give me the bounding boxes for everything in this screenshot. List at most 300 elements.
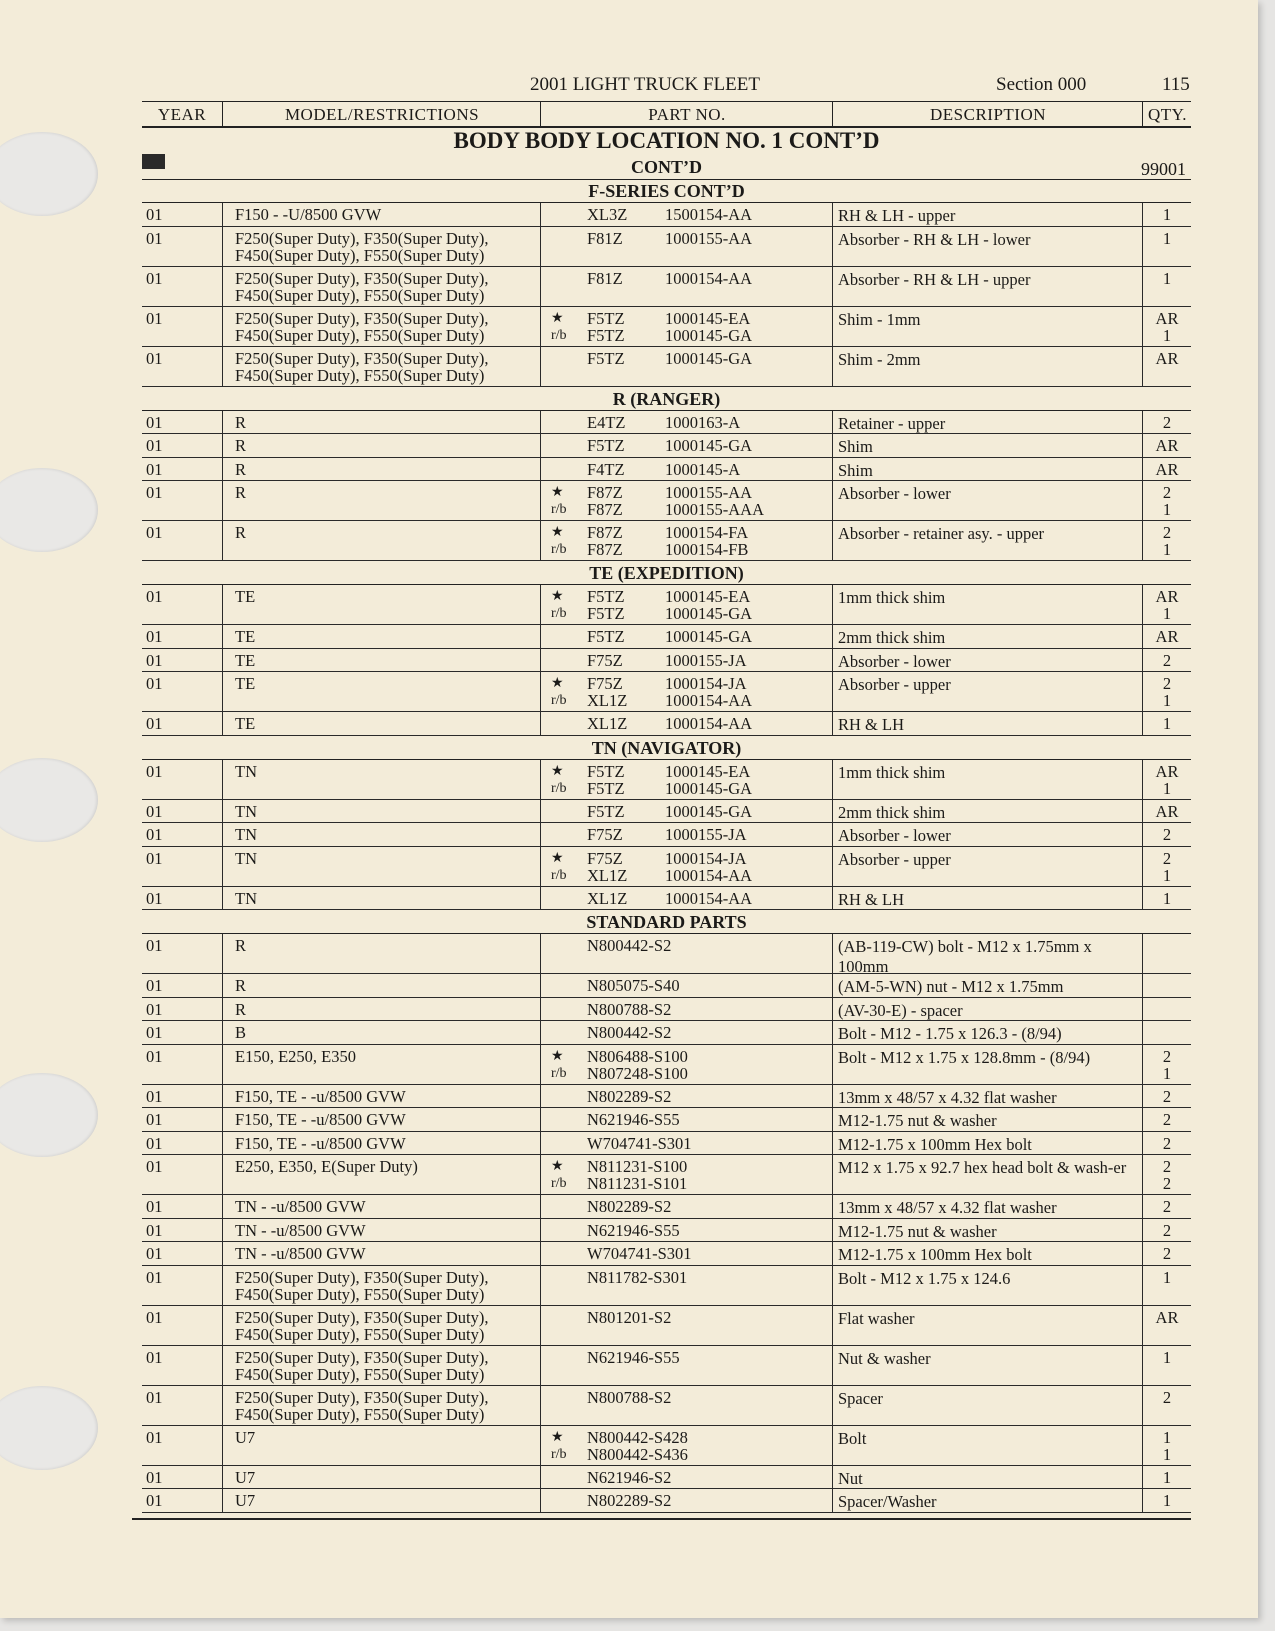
description-cell: [832, 481, 1142, 520]
model-cell: [222, 823, 540, 846]
model-cell: [222, 434, 540, 457]
qty-value: 1: [1162, 865, 1172, 885]
model-cell: [222, 1242, 540, 1265]
part-line: [541, 350, 833, 367]
model-line: F150, TE - -u/8500 GVW: [235, 1110, 406, 1129]
model-cell: [222, 847, 540, 886]
table-row: [142, 1346, 1191, 1386]
model-line: F450(Super Duty), F550(Super Duty): [235, 1404, 485, 1424]
year-cell: [142, 1085, 222, 1108]
year-value: 01: [146, 674, 163, 693]
part-number: N806488-S100: [587, 1046, 688, 1066]
description-text: Absorber - lower: [838, 651, 951, 671]
description-cell: [832, 521, 1142, 560]
part-line: [541, 826, 833, 843]
part-number: 1000145-A: [665, 459, 741, 479]
column-header-description: DESCRIPTION: [832, 102, 1143, 126]
table-row: [142, 521, 1191, 561]
description-cell: [832, 1085, 1142, 1108]
table-row: [142, 203, 1191, 227]
description-cell: [832, 1426, 1142, 1465]
model-cell: [222, 1426, 540, 1465]
year-value: 01: [146, 1046, 163, 1066]
part-number: N800442-S436: [587, 1444, 688, 1464]
part-number: N800442-S2: [587, 936, 672, 955]
year-cell: [142, 434, 222, 457]
star-icon: ★: [551, 485, 564, 500]
description-text: (AV-30-E) - spacer: [838, 1000, 963, 1020]
part-number: N805075-S40: [587, 976, 680, 995]
description-cell: [832, 1045, 1142, 1084]
model-cell: [222, 934, 540, 973]
description-cell: [832, 934, 1142, 976]
table-row: [142, 481, 1191, 521]
part-prefix: F5TZ: [587, 308, 625, 328]
part-number: 1000154-AA: [665, 888, 753, 908]
description-text: Absorber - RH & LH - upper: [838, 269, 1031, 289]
qty-cell: [1142, 998, 1191, 1021]
model-cell: [222, 347, 540, 386]
qty-value: 2: [1162, 848, 1172, 868]
qty-value: AR: [1155, 761, 1179, 781]
part-number: W704741-S301: [587, 1133, 692, 1153]
part-line: [541, 1469, 833, 1486]
qty-cell: [1142, 1426, 1191, 1465]
table-row: [142, 411, 1191, 435]
description-cell: [832, 1489, 1142, 1512]
year-value: 01: [146, 1133, 163, 1153]
binder-hole: [0, 132, 98, 216]
column-header-qty: QTY.: [1142, 102, 1192, 126]
part-number: 1000154-AA: [665, 691, 753, 710]
model-line: TN: [235, 801, 257, 821]
part-prefix: F5TZ: [587, 348, 625, 368]
year-cell: [142, 1466, 222, 1489]
qty-cell: [1142, 1306, 1191, 1345]
description-cell: [832, 1155, 1142, 1194]
part-number: N800788-S2: [587, 1387, 672, 1407]
year-cell: [142, 887, 222, 910]
qty-cell: [1142, 307, 1191, 346]
qty-value: 2: [1162, 1133, 1172, 1153]
year-value: 01: [146, 650, 163, 670]
model-line: E150, E250, E350: [235, 1046, 356, 1066]
table-row: [142, 1085, 1191, 1109]
part-line: [541, 605, 833, 622]
part-line: [541, 977, 833, 994]
year-cell: [142, 307, 222, 346]
qty-value: 1: [1162, 540, 1172, 559]
part-prefix: F75Z: [587, 825, 623, 844]
year-value: 01: [146, 1491, 163, 1510]
description-text: Bolt: [838, 1428, 867, 1448]
part-cell: [540, 1219, 833, 1242]
description-text: M12-1.75 nut & washer: [838, 1111, 997, 1130]
table-row: [142, 672, 1191, 712]
part-prefix: F5TZ: [587, 761, 625, 781]
column-header-row: [142, 101, 1191, 128]
description-text: 13mm x 48/57 x 4.32 flat washer: [838, 1198, 1057, 1217]
model-line: F250(Super Duty), F350(Super Duty),: [235, 1307, 489, 1327]
year-value: 01: [146, 523, 163, 542]
year-cell: [142, 521, 222, 560]
year-value: 01: [146, 205, 163, 224]
section-heading: F-SERIES CONT’D: [142, 179, 1191, 203]
model-line: E250, E350, E(Super Duty): [235, 1157, 418, 1176]
description-cell: [832, 1266, 1142, 1305]
column-header-part: PART NO.: [540, 102, 833, 126]
qty-value: AR: [1155, 348, 1179, 368]
description-text: Nut & washer: [838, 1348, 931, 1368]
part-number: N800788-S2: [587, 999, 672, 1019]
running-header-title: 2001 LIGHT TRUCK FLEET: [530, 74, 760, 95]
year-cell: [142, 203, 222, 226]
part-prefix: F87Z: [587, 500, 623, 519]
model-cell: [222, 1021, 540, 1044]
model-cell: [222, 1489, 540, 1512]
part-number: N800442-S428: [587, 1427, 688, 1447]
table-row: [142, 760, 1191, 800]
qty-cell: [1142, 649, 1191, 672]
part-number: W704741-S301: [587, 1244, 692, 1263]
description-text: Absorber - upper: [838, 675, 951, 694]
part-cell: [540, 1045, 833, 1084]
part-prefix: F75Z: [587, 674, 623, 693]
section-heading: TE (EXPEDITION): [142, 561, 1191, 585]
column-header-year: YEAR: [157, 105, 207, 124]
year-value: 01: [146, 1220, 163, 1240]
model-cell: [222, 1306, 540, 1345]
part-cell: [540, 1021, 833, 1044]
qty-cell: [1142, 1021, 1191, 1044]
description-text: M12 x 1.75 x 92.7 hex head bolt & wash-er: [838, 1158, 1127, 1177]
qty-value: 1: [1162, 228, 1172, 248]
part-line: [541, 524, 833, 541]
description-text: Retainer - upper: [838, 413, 946, 433]
model-cell: [222, 1045, 540, 1084]
page-title: BODY BODY LOCATION NO. 1 CONT’D: [453, 128, 880, 153]
qty-value: 1: [1162, 888, 1172, 908]
qty-cell: [1142, 411, 1191, 434]
description-text: Shim - 1mm: [838, 309, 921, 329]
qty-value: 1: [1162, 1427, 1172, 1447]
description-cell: [832, 760, 1142, 799]
model-cell: [222, 887, 540, 910]
qty-value: 1: [1162, 268, 1172, 288]
model-line: R: [235, 412, 247, 432]
binder-hole: [0, 468, 98, 552]
part-line: [541, 588, 833, 605]
star-icon: ★: [551, 850, 564, 866]
model-line: F250(Super Duty), F350(Super Duty),: [235, 1387, 489, 1407]
year-cell: [142, 458, 222, 481]
part-number: 1000145-EA: [665, 761, 751, 781]
part-line: [541, 230, 833, 247]
part-line: [541, 1135, 833, 1152]
year-value: 01: [146, 483, 163, 502]
part-number: 1000154-JA: [665, 674, 747, 693]
year-value: 01: [146, 228, 163, 248]
qty-value: AR: [1155, 1307, 1179, 1327]
model-line: F450(Super Duty), F550(Super Duty): [235, 1324, 485, 1344]
model-line: F450(Super Duty), F550(Super Duty): [235, 1284, 485, 1304]
qty-value: 2: [1162, 1244, 1172, 1263]
description-cell: [832, 411, 1142, 434]
year-cell: [142, 1045, 222, 1084]
table-row: [142, 1219, 1191, 1243]
qty-value: AR: [1155, 587, 1179, 606]
part-line: [541, 1429, 833, 1446]
model-line: TN - -u/8500 GVW: [235, 1197, 366, 1216]
qty-value: AR: [1155, 627, 1179, 646]
model-line: F250(Super Duty), F350(Super Duty),: [235, 1267, 489, 1287]
table-row: [142, 1132, 1191, 1156]
qty-cell: [1142, 227, 1191, 266]
year-cell: [142, 625, 222, 648]
year-cell: [142, 800, 222, 823]
part-line: [541, 1492, 833, 1509]
part-number: 1000155-AA: [665, 483, 753, 502]
year-value: 01: [146, 587, 163, 606]
qty-value: 2: [1162, 523, 1172, 542]
part-number: 1000155-AA: [665, 228, 753, 248]
part-number: 1000145-GA: [665, 627, 753, 646]
year-cell: [142, 934, 222, 973]
model-line: U7: [235, 1467, 256, 1487]
part-line: [541, 850, 833, 867]
year-value: 01: [146, 1387, 163, 1407]
year-cell: [142, 347, 222, 386]
qty-value: 1: [1162, 1467, 1172, 1487]
year-cell: [142, 847, 222, 886]
part-number: N621946-S55: [587, 1347, 680, 1367]
qty-value: 1: [1162, 1491, 1172, 1510]
description-cell: [832, 998, 1142, 1021]
part-line: [541, 715, 833, 732]
part-line: [541, 803, 833, 820]
year-value: 01: [146, 1023, 163, 1042]
year-value: 01: [146, 1307, 163, 1327]
model-cell: [222, 625, 540, 648]
year-cell: [142, 1219, 222, 1242]
description-text: Bolt - M12 - 1.75 x 126.3 - (8/94): [838, 1024, 1062, 1043]
part-prefix: F81Z: [587, 228, 623, 248]
column-header-model: MODEL/RESTRICTIONS: [222, 102, 541, 126]
model-line: F150 - -U/8500 GVW: [235, 205, 382, 224]
part-number: 1000154-FB: [665, 540, 749, 559]
part-cell: [540, 1195, 833, 1218]
qty-value: 2: [1162, 1046, 1172, 1066]
year-cell: [142, 1195, 222, 1218]
star-icon: ★: [551, 763, 564, 779]
binder-hole: [0, 758, 98, 842]
part-cell: [540, 1108, 833, 1131]
part-prefix: F87Z: [587, 483, 623, 502]
qty-cell: [1142, 847, 1191, 886]
year-cell: [142, 823, 222, 846]
qty-cell: [1142, 1108, 1191, 1131]
model-line: F450(Super Duty), F550(Super Duty): [235, 245, 485, 265]
part-line: [541, 1446, 833, 1463]
part-prefix: XL3Z: [587, 205, 628, 224]
part-line: [541, 461, 833, 478]
part-cell: [540, 347, 833, 386]
qty-value: AR: [1155, 459, 1179, 479]
year-cell: [142, 1306, 222, 1345]
year-cell: [142, 760, 222, 799]
qty-cell: [1142, 1085, 1191, 1108]
part-number: N801201-S2: [587, 1307, 672, 1327]
model-line: TN: [235, 761, 257, 781]
qty-cell: [1142, 1242, 1191, 1265]
part-line: [541, 1048, 833, 1065]
description-text: Shim: [838, 437, 873, 456]
qty-value: 1: [1162, 714, 1172, 733]
part-line: [541, 1222, 833, 1239]
part-cell: [540, 1242, 833, 1265]
group-code: 99001: [1141, 159, 1186, 179]
qty-value: 2: [1162, 1220, 1172, 1240]
part-cell: [540, 1085, 833, 1108]
part-line: [541, 890, 833, 907]
part-number: N802289-S2: [587, 1086, 672, 1106]
qty-cell: [1142, 1219, 1191, 1242]
qty-cell: [1142, 1489, 1191, 1512]
part-line: [541, 414, 833, 431]
year-value: 01: [146, 459, 163, 479]
part-cell: [540, 1466, 833, 1489]
qty-cell: [1142, 481, 1191, 520]
description-cell: [832, 1132, 1142, 1155]
year-cell: [142, 974, 222, 997]
qty-value: 1: [1162, 500, 1172, 519]
part-line: [541, 1024, 833, 1041]
model-line: F450(Super Duty), F550(Super Duty): [235, 285, 485, 305]
year-value: 01: [146, 714, 163, 733]
table-row: [142, 1021, 1191, 1045]
model-line: U7: [235, 1427, 256, 1447]
model-cell: [222, 481, 540, 520]
year-cell: [142, 649, 222, 672]
model-cell: [222, 1266, 540, 1305]
part-cell: [540, 672, 833, 711]
table-row: [142, 1306, 1191, 1346]
year-cell: [142, 672, 222, 711]
replaced-by-marker: r/b: [551, 542, 567, 557]
year-cell: [142, 267, 222, 306]
description-cell: [832, 1021, 1142, 1044]
description-cell: [832, 1346, 1142, 1385]
qty-value: 2: [1162, 483, 1172, 502]
part-cell: [540, 267, 833, 306]
qty-value: 2: [1162, 1197, 1172, 1216]
part-cell: [540, 1426, 833, 1465]
qty-value: AR: [1155, 308, 1179, 328]
qty-value: 1: [1162, 604, 1172, 623]
model-line: R: [235, 999, 247, 1019]
part-number: 1000145-GA: [665, 348, 753, 368]
part-number: N802289-S2: [587, 1491, 672, 1510]
qty-cell: [1142, 625, 1191, 648]
year-value: 01: [146, 999, 163, 1019]
description-cell: [832, 458, 1142, 481]
qty-cell: [1142, 1466, 1191, 1489]
part-cell: [540, 458, 833, 481]
qty-cell: [1142, 347, 1191, 386]
star-icon: ★: [551, 525, 564, 540]
qty-value: 1: [1162, 778, 1172, 798]
divider: [132, 1518, 1191, 1520]
part-line: [541, 867, 833, 884]
qty-cell: [1142, 458, 1191, 481]
part-number: 1000145-GA: [665, 325, 753, 345]
part-prefix: XL1Z: [587, 888, 628, 908]
qty-value: 1: [1162, 325, 1172, 345]
description-text: M12-1.75 nut & washer: [838, 1221, 997, 1241]
part-cell: [540, 934, 833, 973]
part-number: N811231-S101: [587, 1174, 688, 1193]
part-number: 1000155-JA: [665, 825, 747, 844]
model-line: TN: [235, 825, 257, 844]
qty-value: 1: [1162, 691, 1172, 710]
year-value: 01: [146, 1427, 163, 1447]
part-number: N621946-S2: [587, 1467, 672, 1487]
replaced-by-marker: r/b: [551, 1176, 567, 1191]
part-line: [541, 1309, 833, 1326]
qty-cell: [1142, 712, 1191, 735]
qty-value: 2: [1162, 1110, 1172, 1129]
model-line: TE: [235, 674, 256, 693]
model-line: F250(Super Duty), F350(Super Duty),: [235, 228, 489, 248]
part-cell: [540, 649, 833, 672]
part-cell: [540, 625, 833, 648]
page-number: 115: [1162, 74, 1190, 95]
description-cell: [832, 887, 1142, 910]
model-cell: [222, 585, 540, 624]
part-prefix: F4TZ: [587, 459, 625, 479]
table-row: [142, 847, 1191, 887]
year-cell: [142, 1242, 222, 1265]
qty-value: 2: [1162, 412, 1172, 432]
year-value: 01: [146, 1086, 163, 1106]
year-cell: [142, 998, 222, 1021]
table-row: [142, 1195, 1191, 1219]
qty-value: 1: [1162, 1347, 1172, 1367]
model-line: R: [235, 523, 247, 542]
year-value: 01: [146, 825, 163, 844]
description-text: Flat washer: [838, 1308, 915, 1328]
star-icon: ★: [551, 1159, 564, 1174]
description-text: RH & LH - upper: [838, 206, 956, 225]
replaced-by-marker: r/b: [551, 1065, 567, 1081]
model-line: F150, TE - -u/8500 GVW: [235, 1133, 406, 1153]
model-cell: [222, 227, 540, 266]
year-value: 01: [146, 1197, 163, 1216]
table-row: [142, 649, 1191, 673]
part-line: [541, 484, 833, 501]
year-value: 01: [146, 801, 163, 821]
part-number: N802289-S2: [587, 1197, 672, 1216]
description-cell: [832, 434, 1142, 457]
description-text: Absorber - upper: [838, 849, 951, 869]
description-cell: [832, 267, 1142, 306]
qty-value: AR: [1155, 436, 1179, 455]
part-prefix: F75Z: [587, 650, 623, 670]
replaced-by-marker: r/b: [551, 1446, 567, 1462]
model-line: R: [235, 483, 247, 502]
year-cell: [142, 227, 222, 266]
table-row: [142, 1386, 1191, 1426]
